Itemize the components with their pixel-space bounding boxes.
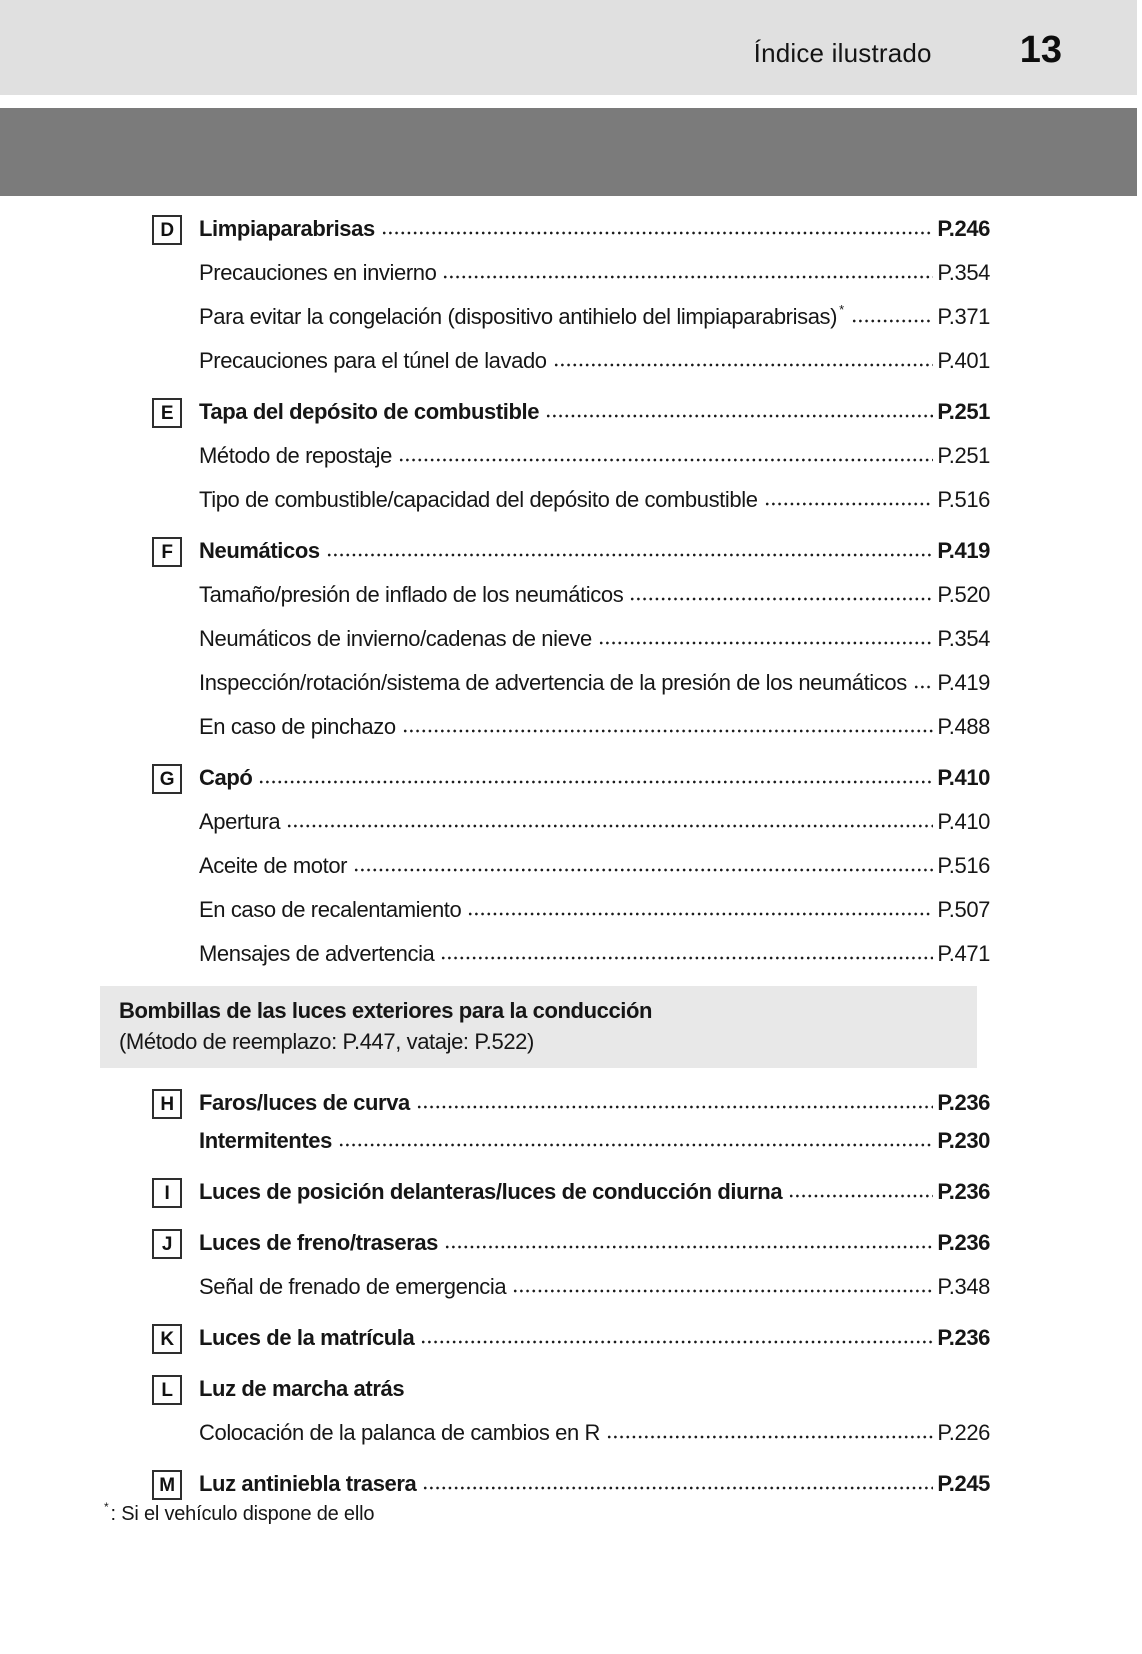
row-badge: J [152, 1229, 182, 1259]
row-label: Apertura [199, 809, 281, 834]
row-badge: M [152, 1470, 182, 1500]
row-page-ref: P.516 [937, 487, 990, 512]
index-row [152, 579, 990, 611]
index-row [152, 667, 990, 699]
leader-dots [403, 728, 934, 734]
row-label: Tamaño/presión de inflado de los neumáticos [199, 582, 624, 607]
note-title: Bombillas de las luces exteriores para la conducción [119, 998, 653, 1023]
row-label: Luces de posición delanteras/luces de conducción diurna [199, 1179, 783, 1204]
row-label: Luces de freno/traseras [199, 1230, 439, 1255]
row-label: Método de repostaje [199, 443, 392, 468]
row-label: Señal de frenado de emergencia [199, 1274, 507, 1299]
index-row [152, 894, 990, 926]
row-badge: H [152, 1089, 182, 1119]
footnote-text: : Si el vehículo dispone de ello [110, 1503, 375, 1525]
row-page-ref: P.488 [937, 714, 990, 739]
index-row [152, 1271, 990, 1303]
row-label: En caso de recalentamiento [199, 897, 462, 922]
row-page-ref: P.245 [937, 1471, 990, 1496]
row-page-ref: P.419 [937, 670, 990, 695]
index-row [152, 1468, 990, 1500]
row-page-ref: P.236 [937, 1230, 990, 1255]
row-page-ref: P.419 [937, 538, 990, 563]
row-label: Luz de marcha atrás [199, 1376, 405, 1401]
index-row [152, 440, 990, 472]
row-page-ref: P.516 [937, 853, 990, 878]
index-row [152, 1322, 990, 1354]
row-page-ref: P.410 [937, 765, 990, 790]
row-label: Para evitar la congelación (dispositivo antihielo del limpiaparabrisas) [199, 304, 838, 329]
leader-dots [630, 596, 933, 602]
index-list [119, 196, 990, 1500]
leader-dots [765, 501, 934, 507]
row-page-ref: P.246 [937, 216, 990, 241]
row-badge: F [152, 537, 182, 567]
index-row [152, 850, 990, 882]
row-label: Capó [199, 765, 253, 790]
row-page-ref: P.410 [937, 809, 990, 834]
bulbs-note-box [100, 986, 977, 1068]
leader-dots [441, 955, 933, 961]
index-row [152, 1125, 990, 1157]
row-page-ref: P.236 [937, 1090, 990, 1115]
row-page-ref: P.401 [937, 348, 990, 373]
row-badge: D [152, 215, 182, 245]
index-row [152, 938, 990, 970]
leader-dots [382, 230, 934, 236]
index-row [152, 806, 990, 838]
index-row [152, 396, 990, 428]
row-page-ref: P.236 [937, 1325, 990, 1350]
row-badge: K [152, 1324, 182, 1354]
leader-dots [599, 640, 933, 646]
row-page-ref: P.251 [937, 399, 990, 424]
row-page-ref: P.226 [937, 1420, 990, 1445]
row-label: Precauciones para el túnel de lavado [199, 348, 547, 373]
leader-dots [852, 318, 934, 324]
leader-dots [339, 1142, 933, 1148]
row-page-ref: P.371 [937, 304, 990, 329]
leader-dots [513, 1288, 933, 1294]
leader-dots [914, 684, 934, 690]
index-row [152, 1087, 990, 1119]
row-label: Inspección/rotación/sistema de advertencia de la presión de los neumáticos [199, 670, 907, 695]
row-label: Luz antiniebla trasera [199, 1471, 417, 1496]
row-label: Luces de la matrícula [199, 1325, 415, 1350]
leader-dots [287, 823, 933, 829]
leader-dots [259, 779, 933, 785]
row-label: Precauciones en invierno [199, 260, 437, 285]
index-row [152, 213, 990, 245]
leader-dots [445, 1244, 933, 1250]
row-page-ref: P.507 [937, 897, 990, 922]
row-badge: G [152, 764, 182, 794]
row-page-ref: P.251 [937, 443, 990, 468]
leader-dots [354, 867, 933, 873]
row-label: Mensajes de advertencia [199, 941, 435, 966]
index-row [152, 257, 990, 289]
leader-dots [399, 457, 933, 463]
index-row [152, 1176, 990, 1208]
row-label: Neumáticos de invierno/cadenas de nieve [199, 626, 592, 651]
index-row [152, 1373, 990, 1405]
index-row [152, 1417, 990, 1449]
page-header [0, 0, 1137, 95]
row-page-ref: P.520 [937, 582, 990, 607]
leader-dots [607, 1434, 933, 1440]
row-page-ref: P.230 [937, 1128, 990, 1153]
row-page-ref: P.354 [937, 260, 990, 285]
leader-dots [417, 1104, 933, 1110]
leader-dots [546, 413, 933, 419]
row-label: Tipo de combustible/capacidad del depósito de combustible [199, 487, 758, 512]
note-subtitle: (Método de reemplazo: P.447, vataje: P.522) [119, 1029, 534, 1054]
footnote [104, 1500, 374, 1526]
asterisk-marker: * [839, 302, 844, 317]
row-label: Colocación de la palanca de cambios en R [199, 1420, 601, 1445]
row-page-ref: P.471 [937, 941, 990, 966]
row-page-ref: P.236 [937, 1179, 990, 1204]
index-row [152, 711, 990, 743]
row-label: Aceite de motor [199, 853, 348, 878]
leader-dots [468, 911, 933, 917]
leader-dots [423, 1485, 933, 1491]
leader-dots [789, 1193, 933, 1199]
row-label: Intermitentes [199, 1128, 332, 1153]
index-row [152, 1227, 990, 1259]
leader-dots [554, 362, 934, 368]
row-badge: I [152, 1178, 182, 1208]
index-row [152, 535, 990, 567]
index-row [152, 623, 990, 655]
row-badge: L [152, 1375, 182, 1405]
row-label: En caso de pinchazo [199, 714, 396, 739]
row-badge: E [152, 398, 182, 428]
leader-dots [443, 274, 933, 280]
row-label: Tapa del depósito de combustible [199, 399, 540, 424]
leader-dots [327, 552, 934, 558]
row-page-ref: P.354 [937, 626, 990, 651]
row-label: Limpiaparabrisas [199, 216, 375, 241]
index-row [152, 345, 990, 377]
row-label: Faros/luces de curva [199, 1090, 410, 1115]
row-page-ref: P.348 [937, 1274, 990, 1299]
page-title: Índice ilustrado [753, 38, 932, 68]
page-number: 13 [1019, 29, 1062, 71]
index-row [152, 762, 990, 794]
leader-dots [421, 1339, 933, 1345]
index-row [152, 301, 990, 333]
illustration-banner [0, 108, 1137, 196]
index-row [152, 484, 990, 516]
asterisk-marker: * [104, 1500, 109, 1514]
row-label: Neumáticos [199, 538, 320, 563]
